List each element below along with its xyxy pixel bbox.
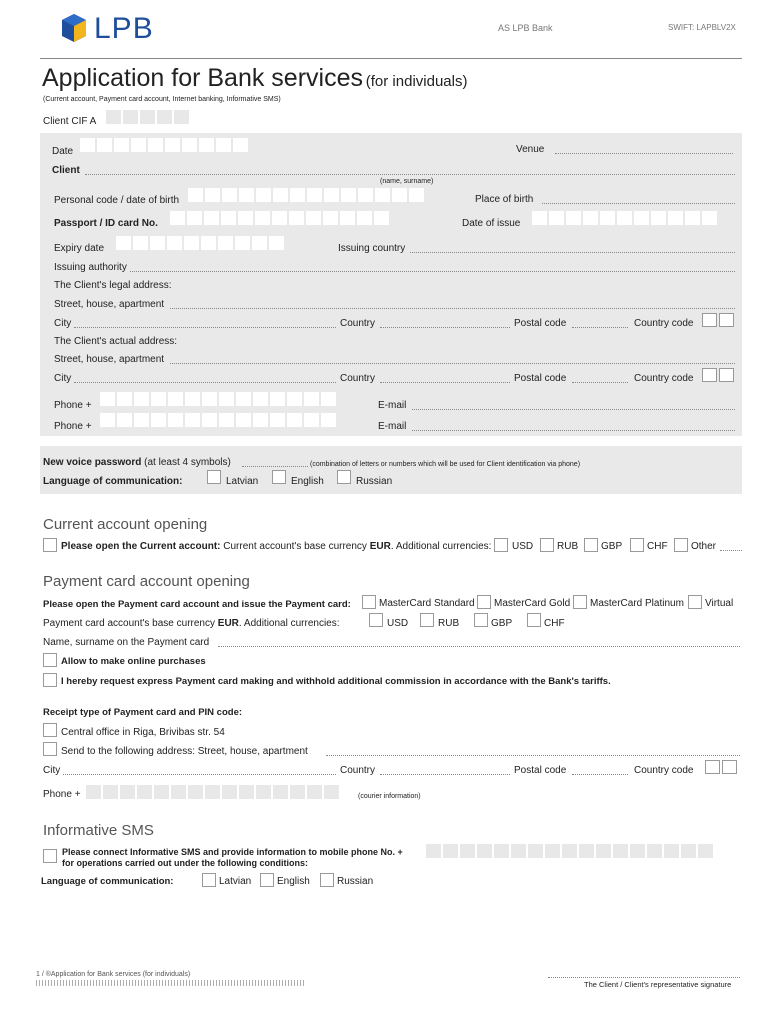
card-country-label: Country [340, 765, 376, 776]
footer-barcode [36, 980, 306, 986]
current-account-heading: Current account opening [43, 516, 208, 533]
signature-label: The Client / Client's representative signature [584, 980, 732, 989]
legal-street-input[interactable] [170, 308, 735, 309]
express-card-checkbox[interactable] [43, 673, 57, 687]
actual-country-code-label: Country code [634, 373, 694, 384]
legal-postal-label: Postal code [514, 318, 567, 329]
card-postal-label: Postal code [514, 765, 567, 776]
central-office: Central office in Riga, Brivibas str. 54 [61, 727, 225, 738]
current-rub: RUB [557, 541, 579, 552]
card-usd: USD [387, 618, 409, 629]
card-city-input[interactable] [63, 774, 336, 775]
current-account-checkbox[interactable] [43, 538, 57, 552]
current-other: Other [691, 541, 717, 552]
send-address-input[interactable] [326, 755, 740, 756]
card-country-input[interactable] [380, 774, 510, 775]
card-usd-checkbox[interactable] [369, 613, 383, 627]
sms-heading: Informative SMS [43, 822, 154, 839]
name-on-card-label: Name, surname on the Payment card [43, 637, 210, 648]
card-gbp: GBP [491, 618, 513, 629]
card-chf: CHF [544, 618, 565, 629]
page-title: Application for Bank services (for individuals) [42, 64, 468, 92]
issuing-country-label: Issuing country [338, 243, 406, 254]
swift-code: SWIFT: LAPBLV2X [668, 23, 736, 32]
current-other-input[interactable] [720, 550, 742, 551]
online-purchases-checkbox[interactable] [43, 653, 57, 667]
payment-card-heading: Payment card account opening [43, 573, 250, 590]
actual-address-label: The Client's actual address: [54, 336, 178, 347]
legal-address-label: The Client's legal address: [54, 280, 172, 291]
courier-phone-input[interactable] [86, 785, 339, 799]
personal-code-input[interactable] [188, 188, 424, 202]
sms-line-2: for operations carried out under the following conditions: [62, 858, 309, 868]
password-lang-english-checkbox[interactable] [272, 470, 286, 484]
sms-language-label: Language of communication: [41, 876, 174, 887]
page-subtitle: (Current account, Payment card account, Internet banking, Informative SMS) [43, 96, 281, 103]
client-name-input[interactable] [85, 174, 735, 175]
card-city-label: City [43, 765, 61, 776]
courier-phone-label: Phone + [43, 789, 81, 800]
legal-country-label: Country [340, 318, 376, 329]
place-of-birth-label: Place of birth [475, 194, 534, 205]
card-country-code-input[interactable] [705, 760, 737, 774]
place-of-birth-input[interactable] [542, 203, 735, 204]
issuing-authority-input[interactable] [130, 271, 735, 272]
phone-1-input[interactable] [100, 392, 336, 406]
sms-lang-russian: Russian [337, 876, 374, 887]
client-cif-label: Client CIF A [43, 116, 97, 127]
legal-street-label: Street, house, apartment [54, 299, 165, 310]
sms-lang-latvian-checkbox[interactable] [202, 873, 216, 887]
sms-lang-russian-checkbox[interactable] [320, 873, 334, 887]
legal-country-code-input[interactable] [702, 313, 734, 327]
mc-standard: MasterCard Standard [379, 598, 475, 609]
send-address-checkbox[interactable] [43, 742, 57, 756]
date-of-issue-input[interactable] [532, 211, 717, 225]
logo-text: LPB [94, 12, 154, 45]
footer-page-info: 1 / ®Application for Bank services (for individuals) [36, 971, 191, 978]
central-office-checkbox[interactable] [43, 723, 57, 737]
current-usd-checkbox[interactable] [494, 538, 508, 552]
password-lang-latvian: Latvian [226, 476, 259, 487]
password-language-label: Language of communication: [43, 476, 183, 487]
mc-platinum-checkbox[interactable] [573, 595, 587, 609]
password-lang-russian: Russian [356, 476, 393, 487]
sms-line-1: Please connect Informative SMS and provide information to mobile phone No. + [62, 847, 403, 857]
name-on-card-input[interactable] [218, 646, 740, 647]
legal-postal-input[interactable] [572, 327, 628, 328]
mc-platinum: MasterCard Platinum [590, 598, 684, 609]
email-2-label: E-mail [378, 421, 407, 432]
receipt-type-label: Receipt type of Payment card and PIN code: [43, 707, 243, 718]
card-rub: RUB [438, 618, 460, 629]
courier-hint: (courier information) [358, 793, 421, 800]
current-usd: USD [512, 541, 534, 552]
card-country-code-label: Country code [634, 765, 694, 776]
phone-2-label: Phone + [54, 421, 92, 432]
sms-lang-latvian: Latvian [219, 876, 252, 887]
email-1-input[interactable] [412, 409, 735, 410]
actual-country-input[interactable] [380, 382, 510, 383]
client-label: Client [52, 165, 80, 176]
online-purchases: Allow to make online purchases [61, 656, 206, 667]
current-account-request: Please open the Current account: Current account's base currency EUR. Additional currencies: [61, 541, 492, 552]
card-gbp-checkbox[interactable] [474, 613, 488, 627]
header-divider [40, 58, 742, 59]
password-lang-russian-checkbox[interactable] [337, 470, 351, 484]
password-lang-english: English [291, 476, 324, 487]
expiry-date-input[interactable] [116, 236, 284, 250]
card-postal-input[interactable] [572, 774, 628, 775]
sms-checkbox[interactable] [43, 849, 57, 863]
logo [60, 12, 190, 46]
legal-city-label: City [54, 318, 72, 329]
venue-input[interactable] [555, 153, 733, 154]
send-address: Send to the following address: Street, house, apartment [61, 746, 308, 757]
actual-city-label: City [54, 373, 72, 384]
passport-label: Passport / ID card No. [54, 218, 158, 229]
issuing-country-input[interactable] [410, 252, 735, 253]
phone-1-label: Phone + [54, 400, 92, 411]
legal-country-input[interactable] [380, 327, 510, 328]
date-of-issue-label: Date of issue [462, 218, 521, 229]
personal-code-label: Personal code / date of birth [54, 195, 180, 206]
sms-lang-english-checkbox[interactable] [260, 873, 274, 887]
voice-password-hint: (combination of letters or numbers which will be used for Client identification via phone) [310, 461, 581, 468]
sms-lang-english: English [277, 876, 310, 887]
password-lang-latvian-checkbox[interactable] [207, 470, 221, 484]
sms-phone-input[interactable] [426, 844, 713, 858]
legal-city-input[interactable] [74, 327, 336, 328]
expiry-date-label: Expiry date [54, 243, 105, 254]
actual-postal-label: Postal code [514, 373, 567, 384]
issuing-authority-label: Issuing authority [54, 262, 127, 273]
venue-label: Venue [516, 144, 545, 155]
legal-country-code-label: Country code [634, 318, 694, 329]
payment-card-currency: Payment card account's base currency EUR. Additional currencies: [43, 618, 340, 629]
virtual-card: Virtual [705, 598, 734, 609]
voice-password-input[interactable] [242, 466, 308, 467]
card-chf-checkbox[interactable] [527, 613, 541, 627]
phone-2-input[interactable] [100, 413, 336, 427]
email-1-label: E-mail [378, 400, 407, 411]
card-rub-checkbox[interactable] [420, 613, 434, 627]
actual-street-label: Street, house, apartment [54, 354, 165, 365]
current-gbp-checkbox[interactable] [584, 538, 598, 552]
current-other-checkbox[interactable] [674, 538, 688, 552]
current-gbp: GBP [601, 541, 623, 552]
actual-postal-input[interactable] [572, 382, 628, 383]
express-card: I hereby request express Payment card making and withhold additional commission in accordance with the Bank's tariffs. [61, 676, 611, 687]
email-2-input[interactable] [412, 430, 735, 431]
payment-card-request: Please open the Payment card account and issue the Payment card: [43, 599, 351, 610]
actual-country-code-input[interactable] [702, 368, 734, 382]
actual-street-input[interactable] [170, 363, 735, 364]
mc-gold-checkbox[interactable] [477, 595, 491, 609]
current-rub-checkbox[interactable] [540, 538, 554, 552]
virtual-card-checkbox[interactable] [688, 595, 702, 609]
current-chf: CHF [647, 541, 668, 552]
name-hint: (name, surname) [380, 178, 434, 185]
signature-line[interactable] [548, 977, 740, 978]
date-label: Date [52, 146, 74, 157]
voice-password-label: New voice password (at least 4 symbols) [43, 457, 231, 468]
mc-gold: MasterCard Gold [494, 598, 571, 609]
bank-name: AS LPB Bank [498, 23, 553, 33]
current-chf-checkbox[interactable] [630, 538, 644, 552]
actual-country-label: Country [340, 373, 376, 384]
date-input[interactable] [80, 138, 248, 152]
mc-standard-checkbox[interactable] [362, 595, 376, 609]
client-cif-input[interactable] [106, 110, 189, 124]
passport-input[interactable] [170, 211, 389, 225]
actual-city-input[interactable] [74, 382, 336, 383]
